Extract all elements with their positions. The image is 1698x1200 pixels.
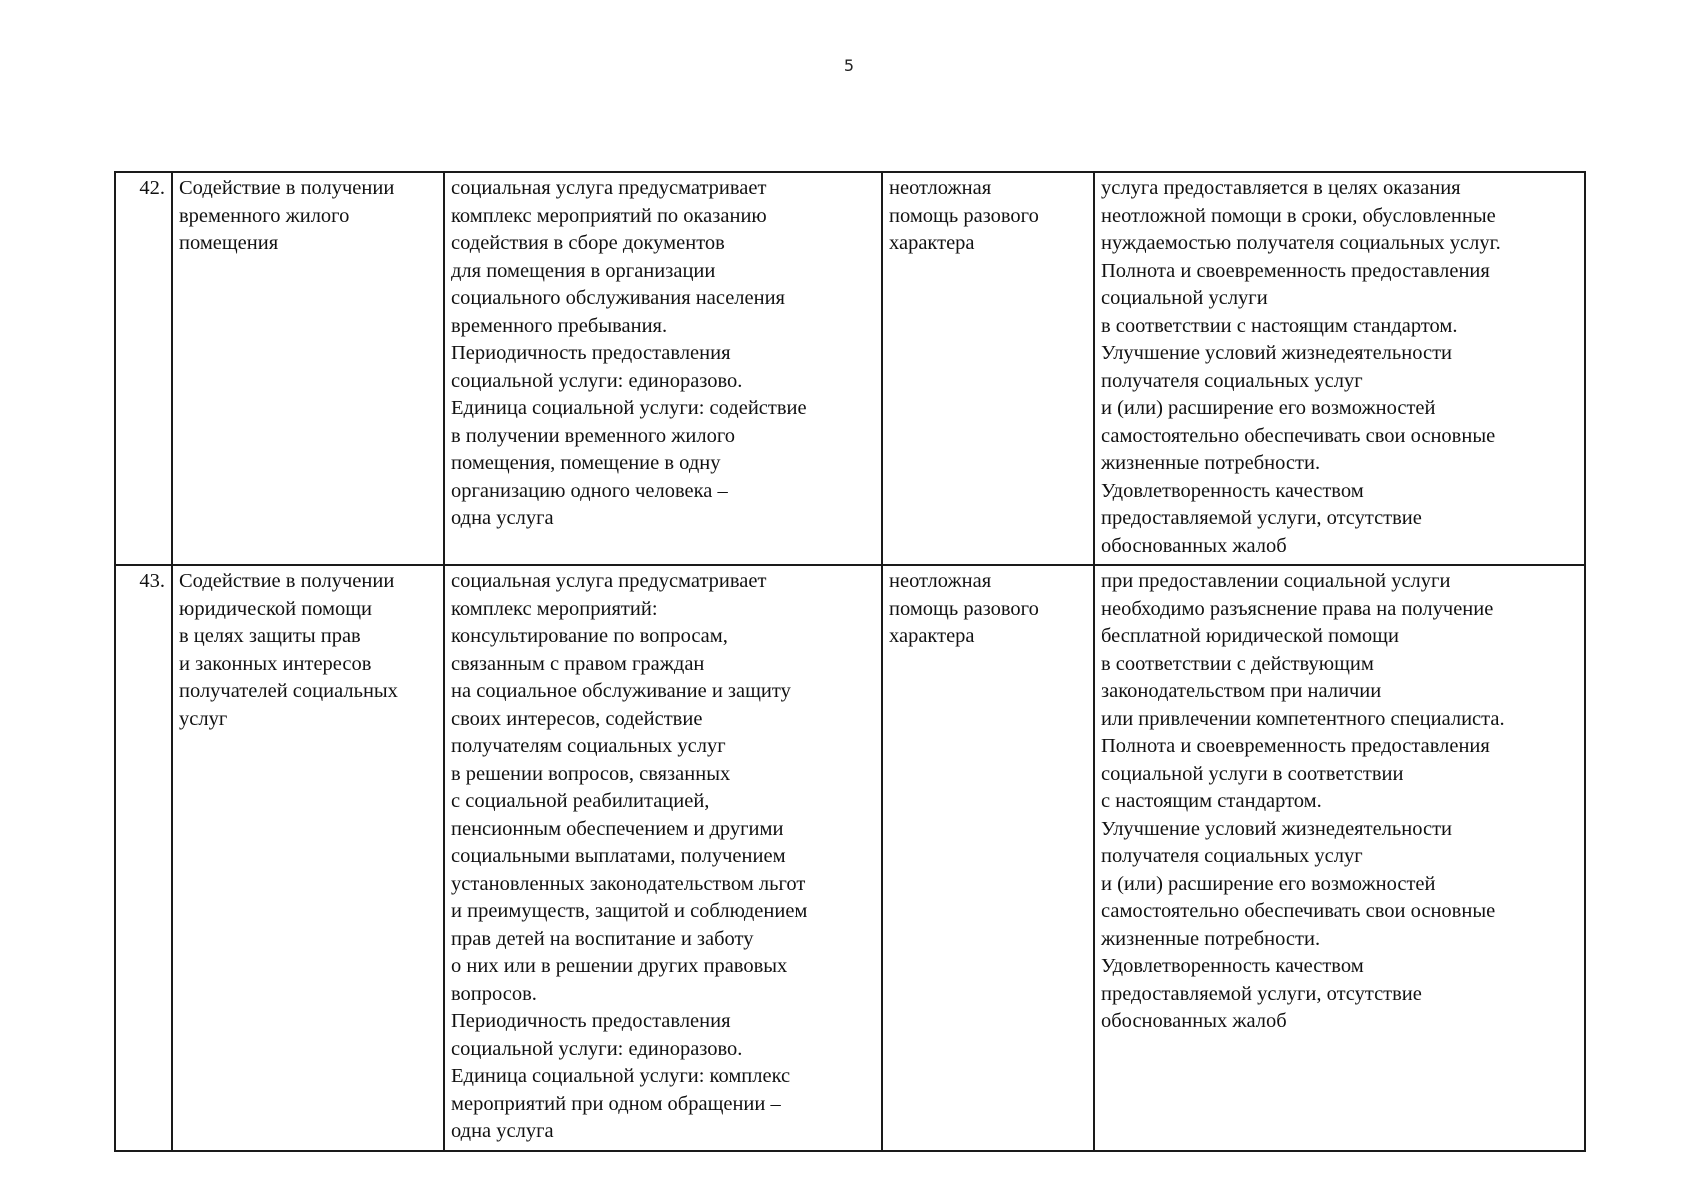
text-line: жизненные потребности. xyxy=(1101,927,1321,950)
text-line: в целях защиты прав xyxy=(179,625,361,647)
text-line: юридической помощи xyxy=(179,597,373,620)
text-line: содействия в сборе документов xyxy=(451,232,725,254)
text-line: социальная услуга предусматривает xyxy=(451,570,767,592)
text-line: услуга предоставляется в целях оказания xyxy=(1101,177,1461,199)
text-line: неотложной помощи в сроки, обусловленные xyxy=(1101,204,1496,227)
text-line: Содействие в получении xyxy=(179,177,395,199)
text-line: Удовлетворенность качеством xyxy=(1101,955,1364,977)
text-line: Периодичность предоставления xyxy=(451,1010,731,1032)
text-line: организацию одного человека – xyxy=(451,479,728,502)
text-line: неотложная xyxy=(889,570,992,592)
text-line: Единица социальной услуги: комплекс xyxy=(451,1065,791,1087)
service-name-cell xyxy=(172,172,444,565)
text-line: получателей социальных xyxy=(179,680,398,702)
services-table xyxy=(114,171,1586,1152)
service-conditions-cell xyxy=(1094,565,1585,1151)
page-number: 5 xyxy=(843,56,855,75)
text-line: временного жилого xyxy=(179,204,350,227)
text-line: или привлечении компетентного специалиста. xyxy=(1101,707,1505,730)
text-line: социальной услуги: единоразово. xyxy=(451,369,743,392)
row-number-cell: 42. xyxy=(115,172,172,565)
text-line: помещения, помещение в одну xyxy=(451,452,721,474)
text-line: обоснованных жалоб xyxy=(1101,534,1287,557)
text-line: социальная услуга предусматривает xyxy=(451,177,767,199)
text-line: социальной услуги в соответствии xyxy=(1101,762,1404,785)
text-line: социальной услуги: единоразово. xyxy=(451,1037,743,1060)
text-line: социальными выплатами, получением xyxy=(451,845,786,867)
text-line: консультирование по вопросам, xyxy=(451,625,728,647)
text-line: получателя социальных услуг xyxy=(1101,845,1363,867)
text-line: получателя социальных услуг xyxy=(1101,369,1363,392)
services-table-body xyxy=(115,172,1585,1151)
text-line: Единица социальной услуги: содействие xyxy=(451,397,807,419)
text-line: и (или) расширение его возможностей xyxy=(1101,872,1436,895)
text-line: самостоятельно обеспечивать свои основные xyxy=(1101,900,1496,922)
text-line: жизненные потребности. xyxy=(1101,452,1321,474)
text-line: Содействие в получении xyxy=(179,570,395,592)
service-description-cell xyxy=(444,172,882,565)
text-line: одна услуга xyxy=(451,507,554,529)
text-line: связанным с правом граждан xyxy=(451,652,705,675)
text-line: услуг xyxy=(179,707,228,730)
text-line: Улучшение условий жизнедеятельности xyxy=(1101,342,1453,364)
table-row xyxy=(115,172,1585,565)
text-line: необходимо разъяснение права на получение xyxy=(1101,597,1494,620)
service-name-cell xyxy=(172,565,444,1151)
text-line: бесплатной юридической помощи xyxy=(1101,625,1399,647)
text-line: временного пребывания. xyxy=(451,314,668,337)
text-line: пенсионным обеспечением и другими xyxy=(451,817,784,840)
text-line: помощь разового xyxy=(889,597,1039,620)
text-line: Удовлетворенность качеством xyxy=(1101,479,1364,502)
text-line: с социальной реабилитацией, xyxy=(451,790,710,812)
text-line: и преимуществ, защитой и соблюдением xyxy=(451,900,808,922)
text-line: своих интересов, содействие xyxy=(451,707,703,730)
text-line: Улучшение условий жизнедеятельности xyxy=(1101,817,1453,840)
service-type-cell xyxy=(882,172,1094,565)
text-line: характера xyxy=(889,232,975,254)
text-line: социального обслуживания населения xyxy=(451,287,785,309)
text-line: предоставляемой услуги, отсутствие xyxy=(1101,982,1422,1005)
service-description-cell xyxy=(444,565,882,1151)
text-line: вопросов. xyxy=(451,982,537,1005)
text-line: в решении вопросов, связанных xyxy=(451,762,731,785)
service-conditions-cell xyxy=(1094,172,1585,565)
text-line: помещения xyxy=(179,232,279,254)
text-line: нуждаемостью получателя социальных услуг. xyxy=(1101,232,1501,254)
text-line: в соответствии с действующим xyxy=(1101,652,1374,675)
text-line: в соответствии с настоящим стандартом. xyxy=(1101,314,1458,337)
text-line: обоснованных жалоб xyxy=(1101,1010,1287,1032)
text-line: неотложная xyxy=(889,177,992,199)
text-line: на социальное обслуживание и защиту xyxy=(451,680,791,702)
text-line: о них или в решении других правовых xyxy=(451,955,788,977)
text-line: и (или) расширение его возможностей xyxy=(1101,397,1436,419)
text-line: одна услуга xyxy=(451,1120,554,1142)
text-line: мероприятий при одном обращении – xyxy=(451,1092,781,1115)
text-line: комплекс мероприятий по оказанию xyxy=(451,204,767,227)
service-type-cell xyxy=(882,565,1094,1151)
text-line: установленных законодательством льгот xyxy=(451,872,806,895)
text-line: получателям социальных услуг xyxy=(451,735,726,757)
text-line: законодательством при наличии xyxy=(1101,680,1382,702)
text-line: для помещения в организации xyxy=(451,259,716,282)
text-line: Периодичность предоставления xyxy=(451,342,731,364)
text-line: комплекс мероприятий: xyxy=(451,597,658,620)
table-row xyxy=(115,565,1585,1151)
row-number-cell: 43. xyxy=(115,565,172,1151)
text-line: при предоставлении социальной услуги xyxy=(1101,570,1451,592)
text-line: социальной услуги xyxy=(1101,287,1268,309)
text-line: Полнота и своевременность предоставления xyxy=(1101,259,1490,282)
text-line: прав детей на воспитание и заботу xyxy=(451,927,754,950)
text-line: помощь разового xyxy=(889,204,1039,227)
text-line: характера xyxy=(889,625,975,647)
text-line: самостоятельно обеспечивать свои основные xyxy=(1101,424,1496,447)
text-line: Полнота и своевременность предоставления xyxy=(1101,735,1490,757)
text-line: предоставляемой услуги, отсутствие xyxy=(1101,507,1422,529)
text-line: с настоящим стандартом. xyxy=(1101,790,1322,812)
text-line: в получении временного жилого xyxy=(451,424,736,447)
text-line: и законных интересов xyxy=(179,652,372,675)
